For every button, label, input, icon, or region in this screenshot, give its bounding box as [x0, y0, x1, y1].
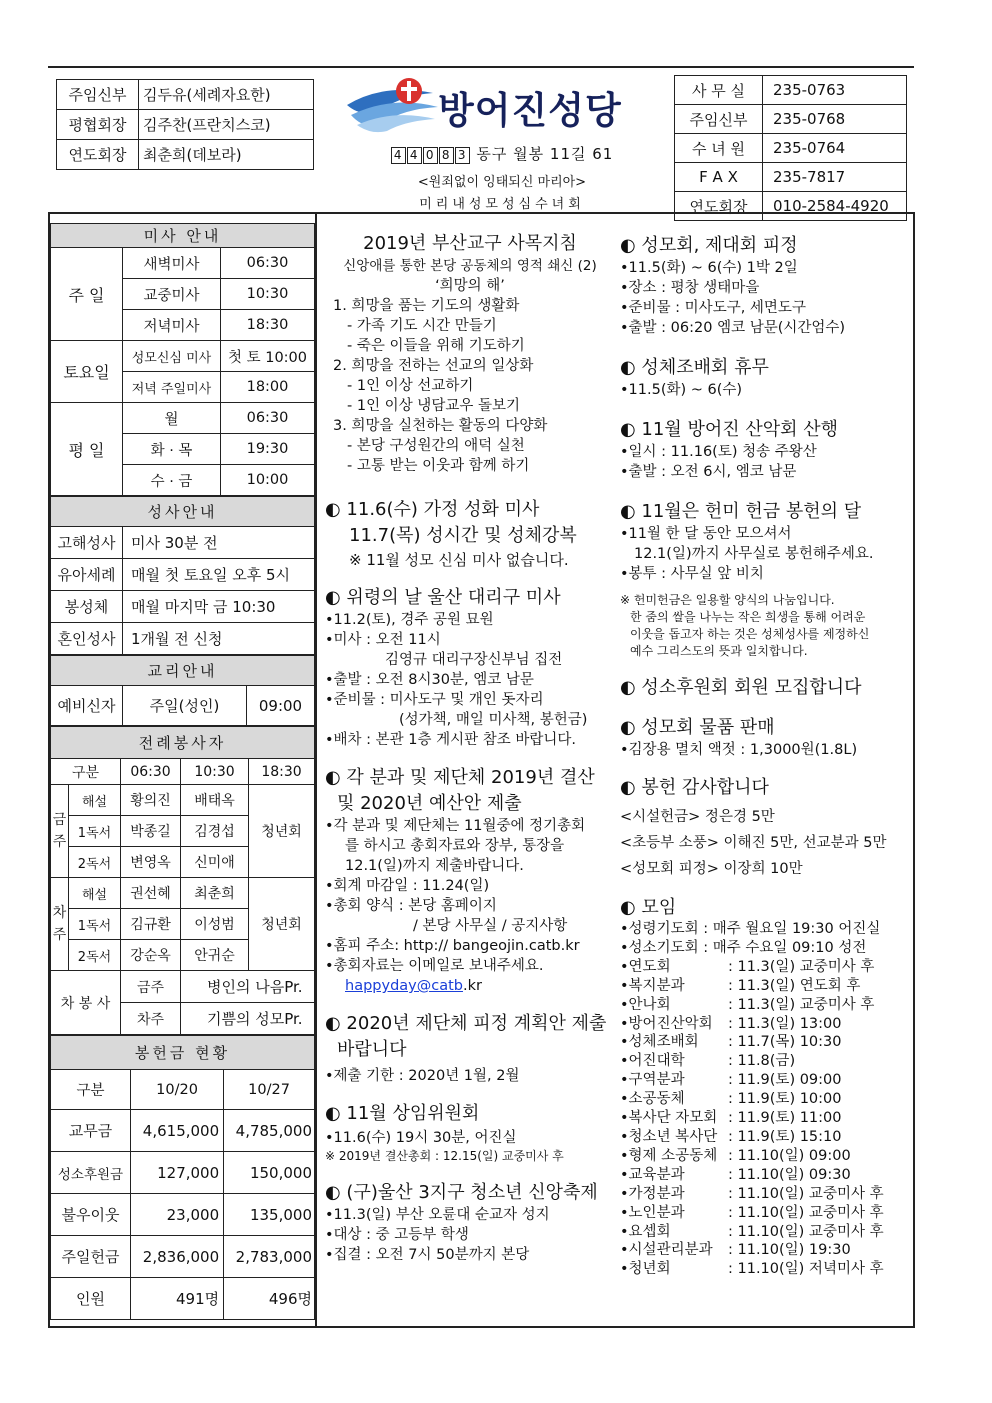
meeting-row: [620, 1260, 910, 1279]
liturgy-head-cell: 구분: [51, 759, 121, 785]
meeting-schedule: : 11.9(토) 09:00: [728, 1072, 842, 1089]
liturgy-name: 권선혜: [121, 878, 181, 909]
budget-title-2: 및 2020년 예산안 제출: [337, 793, 522, 814]
sacrament-name: 혼인성사: [51, 623, 123, 655]
meeting-schedule: : 11.3(일) 연도회 후: [728, 977, 861, 994]
hike-lines: [620, 442, 910, 482]
zip-digit: 4: [391, 147, 406, 164]
liturgy-week-text: 금주: [52, 812, 67, 850]
header-left-key: 연도회장: [57, 140, 139, 170]
mass-name: 새벽미사: [123, 248, 221, 279]
right-column: [620, 232, 910, 1279]
adoration-title: ◐ 성체조배회 휴무: [620, 357, 769, 378]
budget-title: ◐ 각 분과 및 제단체 2019년 결산: [325, 767, 595, 788]
meeting-schedule: : 11.10(일) 19:30: [728, 1242, 851, 1259]
pastoral-item: 1. 희망을 품는 기도의 생활화: [333, 298, 520, 314]
youth-line: •대상 : 중 고등부 학생: [325, 1227, 469, 1243]
rice-line: •11월 한 달 동안 모으셔서: [620, 526, 792, 542]
mass-time: 19:30: [221, 434, 315, 465]
liturgy-header-row: [51, 727, 315, 759]
pastoral-subtitle: 신앙애를 통한 본당 공동체의 영적 쇄신 (2): [343, 258, 597, 274]
meeting-name: •복사단 자모회: [620, 1110, 718, 1127]
budget-line: •총회 양식 : 본당 홈페이지: [325, 898, 497, 914]
service-label: 차 봉 사: [51, 971, 121, 1035]
zip-digit: 0: [423, 147, 438, 164]
retreat-title: ◐ 성모회, 제대회 피정: [620, 235, 798, 256]
pastoral-title: 2019년 부산교구 사목지침: [363, 233, 577, 254]
retreat-line: •출발 : 06:20 엠코 남문(시간엄수): [620, 320, 846, 336]
contact-number: 235-0763: [763, 76, 907, 105]
zip-digit: 4: [407, 147, 422, 164]
deceased-lines: [325, 610, 615, 750]
sacrament-table: [50, 496, 315, 655]
mass-time: 10:30: [221, 279, 315, 310]
liturgy-evening: 청년회: [249, 878, 315, 971]
email-link[interactable]: happyday@catb: [345, 978, 463, 994]
sacrament-time: 매월 마지막 금 10:30: [123, 591, 315, 623]
meeting-schedule: : 11.10(일) 09:00: [728, 1147, 851, 1164]
mass-name: 수 · 금: [123, 465, 221, 496]
rice-note-line: ※ 헌미헌금은 일용할 양식의 나눔입니다.: [620, 593, 835, 607]
meeting-name: •노인분과: [620, 1204, 685, 1221]
mass-name: 월: [123, 403, 221, 434]
mass-day: 주 일: [51, 248, 123, 341]
meeting-name: •성령기도회 : 매주 월요일 19:30 어진실: [620, 921, 881, 937]
offering-value: 496명: [224, 1278, 315, 1320]
meeting-row: [620, 1185, 910, 1204]
meeting-row: [620, 1204, 910, 1223]
service-team: 병인의 나음Pr.: [181, 971, 315, 1003]
meeting-row: [620, 1052, 910, 1071]
address-text: 동구 월봉 11길 61: [476, 145, 614, 163]
sacrament-title: 성사안내: [51, 497, 315, 527]
offering-label: 인원: [51, 1278, 131, 1320]
rice-note-line: 예수 그리스도의 뜻과 일치합니다.: [630, 644, 808, 658]
offering-row: [51, 1110, 315, 1152]
mass-time: 18:00: [221, 372, 315, 403]
budget-line: 12.1(일)까지 제출바랍니다.: [345, 858, 524, 874]
rice-note-line: 이웃을 돕고자 하는 것은 성체성사를 제정하신: [630, 627, 870, 641]
email-tld: .kr: [462, 978, 482, 994]
liturgy-head-cell: 06:30: [121, 759, 181, 785]
rice-note: [620, 592, 910, 660]
liturgy-row: [51, 878, 315, 909]
mass-header-row: [51, 224, 315, 248]
rice-lines: [620, 524, 910, 584]
liturgy-head-cell: 18:30: [249, 759, 315, 785]
meeting-name: •안나회: [620, 996, 671, 1013]
liturgy-week-text: 차주: [52, 905, 67, 943]
meeting-name: •시설관리분과: [620, 1242, 713, 1259]
offering-value: 2,836,000: [131, 1236, 224, 1278]
offering-value: 23,000: [131, 1194, 224, 1236]
mass-time: 06:30: [221, 248, 315, 279]
offering-label: 성소후원금: [51, 1152, 131, 1194]
hike-title: ◐ 11월 방어진 산악회 산행: [620, 419, 838, 440]
pastoral-item: - 가족 기도 시간 만들기: [347, 318, 497, 334]
meeting-row: [620, 1241, 910, 1260]
sacrament-name: 고해성사: [51, 527, 123, 559]
meeting-row: [620, 939, 910, 958]
liturgy-name: 배태옥: [181, 785, 249, 816]
offering-head-cell: 10/27: [224, 1070, 315, 1110]
budget-line: / 본당 사무실 / 공지사항: [413, 918, 568, 934]
header-right-row: [675, 105, 907, 134]
offering-value: 150,000: [224, 1152, 315, 1194]
contact-number: 235-0764: [763, 134, 907, 163]
doctrine-title: 교리안내: [51, 656, 315, 686]
youth-line: •11.3(일) 부산 오륜대 순교자 성지: [325, 1207, 550, 1223]
meeting-schedule: : 11.3(일) 교중미사 후: [728, 996, 875, 1013]
zip-digit: 8: [439, 147, 454, 164]
offering-row: [51, 1278, 315, 1320]
retreat-line: •준비물 : 미사도구, 세면도구: [620, 300, 806, 316]
sacrament-time: 미사 30분 전: [123, 527, 315, 559]
sale-line: •김장용 멸치 액젓 : 1,3000원(1.8L): [620, 742, 858, 758]
adoration-line: •11.5(화) ~ 6(수): [620, 382, 743, 398]
meetings-list: [620, 920, 910, 1279]
liturgy-name: 김경섭: [181, 816, 249, 847]
liturgy-name: 이성범: [181, 909, 249, 940]
mass-name: 화 · 목: [123, 434, 221, 465]
youth-line: •집결 : 오전 7시 50분까지 본당: [325, 1247, 530, 1263]
liturgy-name: 박종길: [121, 816, 181, 847]
liturgy-name: 변영옥: [121, 847, 181, 878]
meeting-name: •연도회: [620, 958, 671, 975]
offering-value: 135,000: [224, 1194, 315, 1236]
standing-line: •11.6(수) 19시 30분, 어진실: [325, 1130, 517, 1146]
meeting-name: •청년회: [620, 1261, 671, 1278]
pastoral-item: - 1인 이상 냉담교우 돌보기: [347, 398, 520, 414]
pastoral-item: - 죽은 이들을 위해 기도하기: [347, 338, 525, 354]
header-left-row: [57, 110, 314, 140]
mass-name: 저녁미사: [123, 310, 221, 341]
meeting-row: [620, 977, 910, 996]
offering-label: 불우이웃: [51, 1194, 131, 1236]
offering-value: 491명: [131, 1278, 224, 1320]
liturgy-role: 해설: [69, 785, 121, 816]
contact-number: 235-7817: [763, 163, 907, 192]
budget-line: •홈피 주소: http:// bangeojin.catb.kr: [325, 938, 580, 954]
pastoral-item: - 1인 이상 선교하기: [347, 378, 474, 394]
pastoral-item: 3. 희망을 실천하는 활동의 다양화: [333, 418, 548, 434]
service-week: 금주: [121, 971, 181, 1003]
youth-title: ◐ (구)울산 3지구 청소년 신앙축제: [325, 1182, 598, 1203]
zip-code: [391, 145, 471, 163]
offering-title: 봉헌금 현황: [51, 1036, 315, 1070]
mass-name: 저녁 주일미사: [123, 372, 221, 403]
parish-name: 방어진성당: [438, 89, 622, 132]
mass-time: 첫 토 10:00: [221, 341, 315, 372]
rice-title: ◐ 11월은 헌미 헌금 봉헌의 달: [620, 501, 862, 522]
sacrament-header-row: [51, 497, 315, 527]
meeting-schedule: : 11.10(일) 교중미사 후: [728, 1204, 884, 1221]
parish-motto: <원죄없이 잉태되신 마리아>: [417, 175, 587, 190]
budget-line: •총회자료는 이메일로 보내주세요.: [325, 958, 544, 974]
liturgy-role: 1독서: [69, 816, 121, 847]
meeting-name: •교육분과: [620, 1166, 685, 1183]
deceased-line: •배차 : 본관 1층 게시판 참조 바랍니다.: [325, 732, 577, 748]
meeting-row: [620, 1090, 910, 1109]
offering-row: [51, 1194, 315, 1236]
header-left-key: 평협회장: [57, 110, 139, 140]
header-left-table: [56, 79, 314, 170]
top-rule: [48, 66, 914, 68]
sacrament-name: 유아세례: [51, 559, 123, 591]
thanks-line: <성모회 피정> 이장희 10만: [620, 861, 803, 877]
pastoral-item: 2. 희망을 전하는 선교의 일상화: [333, 358, 534, 374]
liturgy-role: 2독서: [69, 940, 121, 971]
meeting-name: •방어진산악회: [620, 1015, 713, 1032]
meeting-schedule: : 11.10(일) 교중미사 후: [728, 1223, 884, 1240]
liturgy-week-label: [51, 878, 69, 971]
liturgy-name: 강순옥: [121, 940, 181, 971]
meeting-name: •성체조배회: [620, 1034, 699, 1051]
service-week: 차주: [121, 1003, 181, 1035]
sacrament-row: [51, 527, 315, 559]
meeting-name: •어진대학: [620, 1053, 685, 1070]
service-team: 기쁨의 성모Pr.: [181, 1003, 315, 1035]
nuns-congregation: 미리내성모성심수녀회: [419, 197, 585, 212]
offering-value: 2,783,000: [224, 1236, 315, 1278]
liturgy-title: 전례봉사자: [51, 727, 315, 759]
meeting-schedule: : 11.7(목) 10:30: [728, 1034, 842, 1051]
liturgy-name: 김규환: [121, 909, 181, 940]
plan-title-2: 바랍니다: [337, 1039, 407, 1060]
contact-label: 연도회장: [675, 192, 763, 221]
meeting-row: [620, 1166, 910, 1185]
no-mass-note: ※ 11월 성모 신심 미사 없습니다.: [349, 551, 569, 569]
liturgy-role: 해설: [69, 878, 121, 909]
sale-title: ◐ 성모회 물품 판매: [620, 717, 775, 738]
deceased-line: •11.2(토), 경주 공원 묘원: [325, 612, 494, 628]
sacrament-row: [51, 591, 315, 623]
meeting-row: [620, 1071, 910, 1090]
offering-head-cell: 구분: [51, 1070, 131, 1110]
liturgy-role: 2독서: [69, 847, 121, 878]
budget-lines: [325, 816, 615, 976]
offering-label: 주일헌금: [51, 1236, 131, 1278]
retreat-line: •11.5(화) ~ 6(수) 1박 2일: [620, 260, 798, 276]
meeting-schedule: : 11.9(토) 11:00: [728, 1110, 842, 1127]
offering-head-cell: 10/20: [131, 1070, 224, 1110]
header-left-value: 김두유(세례자요한): [139, 80, 314, 110]
budget-line: •각 분과 및 제단체는 11월중에 정기총회: [325, 818, 586, 834]
meeting-schedule: : 11.10(일) 교중미사 후: [728, 1185, 884, 1202]
offering-value: 4,785,000: [224, 1110, 315, 1152]
meeting-schedule: : 11.9(토) 15:10: [728, 1128, 842, 1145]
mass-name: 성모신심 미사: [123, 341, 221, 372]
meeting-name: •요셉회: [620, 1223, 671, 1240]
meeting-row: [620, 920, 910, 939]
deceased-title: ◐ 위령의 날 울산 대리구 미사: [325, 587, 561, 608]
sacrament-name: 봉성체: [51, 591, 123, 623]
header-left-row: [57, 140, 314, 170]
liturgy-name: 황의진: [121, 785, 181, 816]
plan-title: ◐ 2020년 제단체 피정 계획안 제출: [325, 1013, 607, 1034]
contact-number: 010-2584-4920: [763, 192, 907, 221]
liturgy-name: 신미애: [181, 847, 249, 878]
header-left-value: 김주찬(프란치스코): [139, 110, 314, 140]
service-row: [51, 971, 315, 1003]
pastoral-item: - 고통 받는 이웃과 함께 하기: [347, 458, 530, 474]
mass-row: [51, 248, 315, 279]
retreat-line: •장소 : 평창 생태마을: [620, 280, 760, 296]
contact-number: 235-0768: [763, 105, 907, 134]
vocation-title: ◐ 성소후원회 회원 모집합니다: [620, 677, 862, 698]
liturgy-col-head: [51, 759, 315, 785]
standing-note: ※ 2019년 결산총회 : 12.15(일) 교중미사 후: [325, 1149, 564, 1163]
meeting-name: •가정분과: [620, 1185, 685, 1202]
deceased-line: 김영규 대리구장신부님 집전: [385, 652, 563, 668]
deceased-line: (성가책, 매일 미사책, 봉헌금): [399, 712, 588, 728]
contact-label: 사 무 실: [675, 76, 763, 105]
meeting-schedule: : 11.8(금): [728, 1053, 796, 1070]
meeting-row: [620, 996, 910, 1015]
mass-title: 미사 안내: [51, 224, 315, 248]
youth-lines: [325, 1205, 615, 1265]
liturgy-role: 1독서: [69, 909, 121, 940]
mass-time: 06:30: [221, 403, 315, 434]
liturgy-row: [51, 785, 315, 816]
budget-line: 를 하시고 총회자료와 장부, 통장을: [345, 838, 565, 854]
meeting-schedule: : 11.3(일) 교중미사 후: [728, 958, 875, 975]
hike-line: •일시 : 11.16(토) 청송 주왕산: [620, 444, 817, 460]
doctrine-class: 주일(성인): [123, 686, 247, 726]
deceased-line: •준비물 : 미사도구 및 개인 돗자리: [325, 692, 544, 708]
family-mass-title: ◐ 11.6(수) 가정 성화 미사: [325, 499, 540, 520]
pastoral-list: [325, 296, 615, 476]
contact-label: F A X: [675, 163, 763, 192]
offering-col-head: [51, 1070, 315, 1110]
sacrament-time: 1개월 전 신청: [123, 623, 315, 655]
meeting-name: •성소기도회 : 매주 수요일 09:10 성전: [620, 939, 867, 956]
middle-column: [325, 232, 615, 1265]
budget-line: •회계 마감일 : 11.24(일): [325, 878, 490, 894]
meeting-schedule: : 11.10(일) 09:30: [728, 1166, 851, 1183]
mass-name: 교중미사: [123, 279, 221, 310]
holy-hour-line: 11.7(목) 성시간 및 성체강복: [349, 525, 577, 546]
thanks-line: <초등부 소풍> 이해진 5만, 선교분과 5만: [620, 835, 887, 851]
standing-title: ◐ 11월 상임위원회: [325, 1103, 480, 1124]
mass-row: [51, 403, 315, 434]
meeting-row: [620, 1223, 910, 1242]
offering-value: 127,000: [131, 1152, 224, 1194]
contact-label: 수 녀 원: [675, 134, 763, 163]
retreat-lines: [620, 258, 910, 338]
mass-day: 토요일: [51, 341, 123, 403]
thanks-line: <시설헌금> 정은경 5만: [620, 809, 775, 825]
header-left-key: 주임신부: [57, 80, 139, 110]
liturgy-week-label: [51, 785, 69, 878]
meeting-row: [620, 1015, 910, 1034]
meeting-name: •구역분과: [620, 1072, 685, 1089]
header-right-row: [675, 76, 907, 105]
doctrine-time: 09:00: [247, 686, 315, 726]
meeting-row: [620, 1033, 910, 1052]
meeting-schedule: : 11.3(일) 13:00: [728, 1015, 842, 1032]
zip-digit: 3: [455, 147, 470, 164]
doctrine-table: [50, 655, 315, 726]
meeting-name: •복지분과: [620, 977, 685, 994]
sacrament-time: 매월 첫 토요일 오후 5시: [123, 559, 315, 591]
meeting-row: [620, 958, 910, 977]
header-right-table: [674, 75, 907, 221]
hike-line: •출발 : 오전 6시, 엠코 남문: [620, 464, 797, 480]
column-divider: [315, 212, 317, 1328]
meeting-name: •청소년 복사단: [620, 1128, 718, 1145]
meeting-name: •소공동체: [620, 1091, 685, 1108]
meeting-name: •형제 소공동체: [620, 1147, 718, 1164]
doctrine-row: [51, 686, 315, 726]
mass-day: 평 일: [51, 403, 123, 496]
thanks-title: ◐ 봉헌 감사합니다: [620, 777, 769, 798]
doctrine-name: 예비신자: [51, 686, 123, 726]
liturgy-name: 최춘희: [181, 878, 249, 909]
plan-deadline: •제출 기한 : 2020년 1월, 2월: [325, 1068, 520, 1084]
header-left-row: [57, 80, 314, 110]
mass-time: 18:30: [221, 310, 315, 341]
offering-row: [51, 1236, 315, 1278]
mass-table: [50, 223, 315, 496]
sacrament-row: [51, 623, 315, 655]
meeting-row: [620, 1128, 910, 1147]
mass-time: 10:00: [221, 465, 315, 496]
offering-table: [50, 1035, 315, 1320]
left-column: [50, 223, 315, 1320]
offering-row: [51, 1152, 315, 1194]
deceased-line: •미사 : 오전 11시: [325, 632, 441, 648]
meeting-row: [620, 1109, 910, 1128]
pastoral-theme: ‘희망의 해’: [435, 278, 505, 294]
header-right-row: [675, 134, 907, 163]
meetings-title: ◐ 모임: [620, 897, 677, 918]
pastoral-item: - 본당 구성원간의 애덕 실천: [347, 438, 525, 454]
rice-line: •봉투 : 사무실 앞 비치: [620, 566, 764, 582]
liturgy-name: 안귀순: [181, 940, 249, 971]
meeting-schedule: : 11.10(일) 저녁미사 후: [728, 1261, 884, 1278]
liturgy-head-cell: 10:30: [181, 759, 249, 785]
liturgy-evening: 청년회: [249, 785, 315, 878]
parish-address: [352, 143, 652, 164]
offering-value: 4,615,000: [131, 1110, 224, 1152]
rice-note-line: 한 줌의 쌀을 나누는 작은 희생을 통해 어려운: [630, 610, 866, 624]
offering-header-row: [51, 1036, 315, 1070]
contact-label: 주임신부: [675, 105, 763, 134]
header-right-row: [675, 163, 907, 192]
thanks-lines: [620, 804, 910, 882]
header-left-value: 최춘희(데보라): [139, 140, 314, 170]
sacrament-row: [51, 559, 315, 591]
rice-line: 12.1(일)까지 사무실로 봉헌해주세요.: [634, 546, 874, 562]
deceased-line: •출발 : 오전 8시30분, 엠코 남문: [325, 672, 534, 688]
meeting-schedule: : 11.9(토) 10:00: [728, 1091, 842, 1108]
mass-row: [51, 341, 315, 372]
meeting-row: [620, 1147, 910, 1166]
offering-label: 교무금: [51, 1110, 131, 1152]
doctrine-header-row: [51, 656, 315, 686]
liturgy-table: [50, 726, 315, 1035]
